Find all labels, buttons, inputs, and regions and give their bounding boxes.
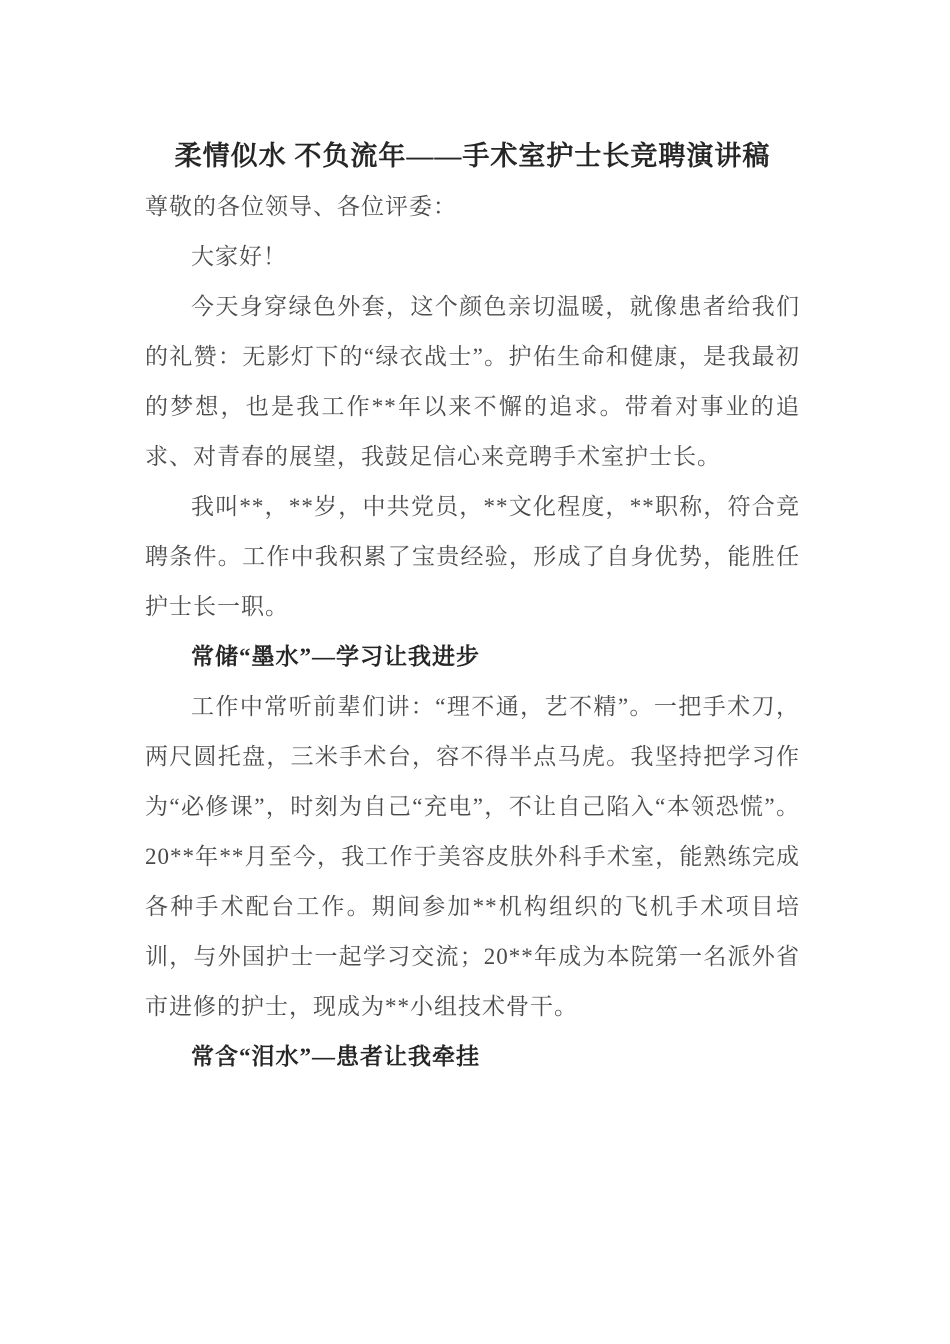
- paragraph: 工作中常听前辈们讲：“理不通，艺不精”。一把手术刀，两尺圆托盘，三米手术台，容不得半点马虎。我坚持把学习作为“必修课”，时刻为自己“充电”，不让自己陷入“本领恐慌”。 20**年**月至今，我工作于美容皮肤外科手术室，能熟练完成各种手术配台工作。期间参加**机构组织的飞机手术项目培训，与外国护士一起学习交流；20**年成为本院第一名派外省市进修的护士，现成为**小组技术骨干。: [145, 694, 800, 1019]
- paragraph: 今天身穿绿色外套，这个颜色亲切温暖，就像患者给我们的礼赞：无影灯下的“绿衣战士”。护佑生命和健康，是我最初的梦想，也是我工作**年以来不懈的追求。带着对事业的追求、对青春的展望，我鼓足信心来竞聘手术室护士长。: [145, 294, 800, 469]
- document-title: 柔情似水 不负流年——手术室护士长竞聘演讲稿: [174, 141, 771, 171]
- section-heading: 常储“墨水”—学习让我进步: [191, 644, 480, 669]
- paragraph: 我叫**，**岁，中共党员，**文化程度，**职称，符合竞聘条件。工作中我积累了宝贵经验，形成了自身优势，能胜任护士长一职。: [145, 494, 800, 619]
- document-body: [145, 182, 800, 1082]
- salutation-line: 尊敬的各位领导、各位评委：: [145, 194, 457, 219]
- paragraph: 大家好！: [191, 244, 287, 269]
- section-heading: 常含“泪水”—患者让我牵挂: [191, 1044, 480, 1069]
